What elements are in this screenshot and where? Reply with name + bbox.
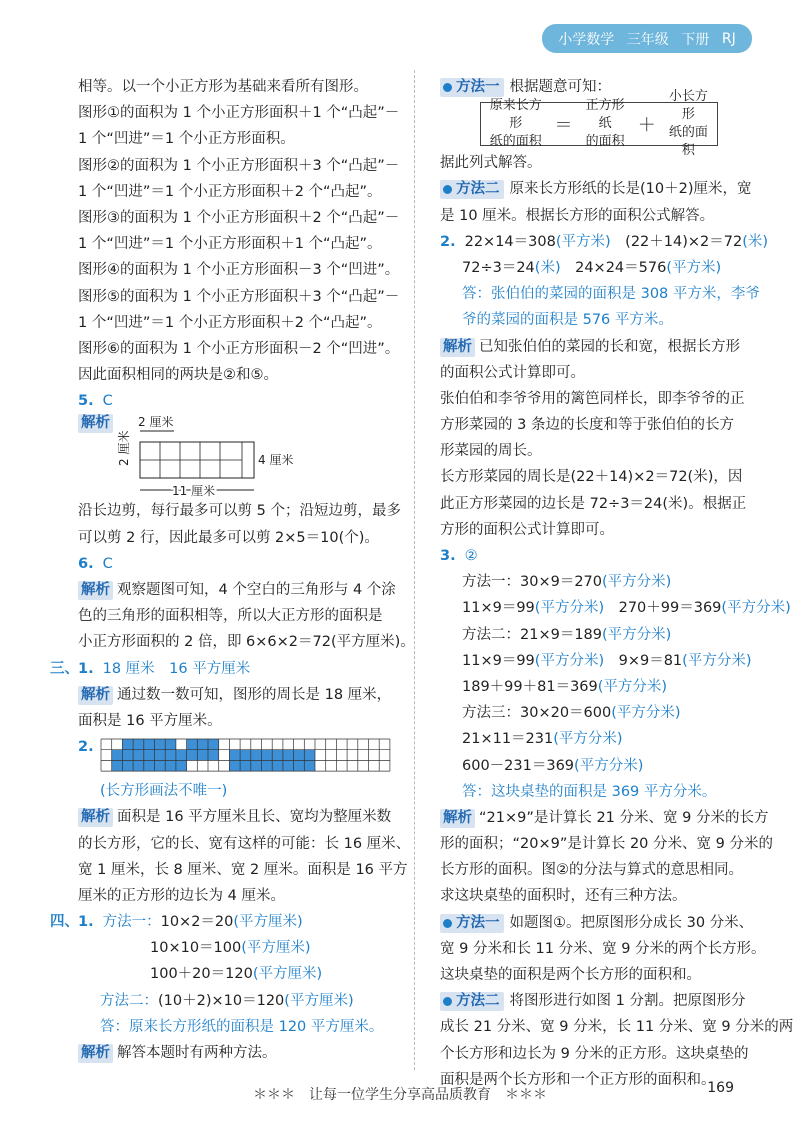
answer-line: 答：这块桌垫的面积是 369 平方分米。	[462, 783, 717, 800]
text-line: 图形①的面积为 1 个小正方形面积＋1 个“凸起”－	[78, 105, 400, 122]
text-line: 1 个“凹进”＝1 个小正方形面积＋1 个“凸起”。	[78, 236, 382, 253]
method-tag: 方法二	[440, 180, 504, 199]
text-line: 面积是 16 平方厘米。	[78, 712, 222, 729]
question-2	[440, 229, 769, 255]
question-number: 3.	[440, 548, 456, 564]
formula: 9×9＝81	[604, 652, 683, 669]
method-tag: 方法二	[440, 992, 504, 1011]
jiexi-tag: 解析	[440, 809, 475, 828]
answer-line: 爷的菜园的面积是 576 平方米。	[462, 312, 673, 329]
formula: 24×24＝576	[560, 259, 667, 276]
plus-sign: ＋	[637, 115, 656, 137]
text-line: 图形④的面积为 1 个小正方形面积－3 个“凹进”。	[78, 262, 400, 279]
question-6	[78, 551, 396, 577]
explain-text: 解答本题时有两种方法。	[117, 1045, 277, 1061]
formula: 100＋20＝120	[150, 966, 253, 983]
text-line	[78, 1040, 396, 1066]
text-line: 的面积公式计算即可。	[440, 364, 585, 381]
formula-line	[440, 622, 754, 648]
text-line	[440, 805, 769, 831]
unit: (平方分米)	[597, 678, 668, 695]
text-line: 的长方形，它的长、宽有这样的可能：长 16 厘米、	[78, 835, 411, 852]
answer-choice: C	[102, 555, 113, 572]
formula: 10×10＝100	[150, 940, 242, 957]
jiexi-tag: 解析	[78, 1044, 113, 1063]
unit: (平方分米)	[553, 731, 623, 748]
text-line: 宽 9 分米和长 11 分米、宽 9 分米的两个长方形。	[440, 940, 766, 957]
jiexi-tag: 解析	[78, 581, 113, 600]
q5-figure-row	[78, 414, 396, 498]
formula-line	[440, 569, 754, 595]
text-line	[78, 577, 396, 603]
text-line: 图形②的面积为 1 个小正方形面积＋3 个“凸起”－	[78, 157, 400, 174]
question-number: 2.	[78, 739, 94, 756]
rectangle-grid-drawing	[100, 736, 394, 778]
section-number: 四、	[50, 914, 79, 931]
formula: 21×11＝231	[462, 731, 554, 748]
formula: 11×9＝99	[462, 652, 535, 669]
unit: (平方分米)	[602, 626, 672, 643]
text-line: 相等。以一个小正方形为基础来看所有图形。	[78, 79, 368, 95]
explain-text: “21×9”是计算长 21 分米、宽 9 分米的长方	[479, 809, 769, 826]
unit: (平方米)	[555, 233, 611, 250]
formula: 方法二：21×9＝189	[462, 626, 603, 643]
unit: (米)	[534, 259, 561, 276]
text-line	[440, 334, 754, 360]
unit: (平方厘米)	[233, 914, 303, 931]
right-column	[440, 74, 794, 1093]
method-text: 根据题意可知：	[509, 79, 611, 95]
explain-text: 已知张伯伯的菜园的长和宽，根据长方形	[479, 338, 740, 355]
unit: (平方分米)	[721, 600, 791, 617]
eq-term-line: 纸的面积	[668, 125, 708, 159]
eq-term	[481, 97, 551, 151]
method-text: 如题图①。把原图形分成长 30 分米、	[509, 914, 754, 931]
question-number: 1.	[78, 914, 94, 931]
header-edition: RJ	[721, 30, 736, 47]
answer-line: 答：原来长方形纸的面积是 120 平方厘米。	[100, 1018, 384, 1035]
eq-term-line: 原来长方形	[489, 98, 542, 132]
header-subject: 小学数学	[558, 31, 615, 48]
formula: 189＋99＋81＝369	[462, 678, 598, 695]
formula-line	[78, 961, 396, 987]
jiexi-tag: 解析	[440, 338, 475, 357]
equals-sign: ＝	[554, 115, 573, 137]
text-line: 据此列式解答。	[440, 155, 542, 172]
question-number: 1.	[78, 660, 94, 677]
method-tag: 方法一	[440, 914, 504, 933]
question-number: 6.	[78, 555, 94, 572]
method-line	[440, 176, 754, 202]
text-line: 方形菜园的 3 条边的长度和等于张伯伯的长方	[440, 417, 734, 434]
formula: 600－231＝369	[462, 757, 575, 774]
text-line: 这块桌垫的面积是两个长方形的面积和。	[440, 967, 701, 983]
drawing-note: (长方形画法不唯一)	[100, 783, 228, 800]
dim-right-label: 4 厘米	[258, 453, 294, 468]
method-text: 将图形进行如图 1 分割。把原图形分	[509, 993, 746, 1010]
unit: (平方分米)	[574, 757, 644, 774]
column-divider	[414, 70, 415, 1070]
method-tag: 方法一	[440, 78, 504, 97]
text-line: 成长 21 分米、宽 9 分米，长 11 分米、宽 9 分米的两	[440, 1019, 794, 1036]
text-line: 小正方形面积的 2 倍，即 6×6×2＝72(平方厘米)。	[78, 634, 415, 651]
jiexi-tag: 解析	[78, 808, 113, 827]
formula-line	[440, 700, 754, 726]
eq-term-line: 正方形纸	[585, 98, 625, 132]
text-line: 1 个“凹进”＝1 个小正方形面积。	[78, 131, 295, 148]
formula-line	[78, 988, 396, 1014]
text-line: 求这块桌垫的面积时，还有三种方法。	[440, 888, 687, 905]
text-line: 1 个“凹进”＝1 个小正方形面积＋2 个“凸起”。	[78, 183, 382, 200]
text-line: 此正方形菜园的边长是 72÷3＝24(米)。根据正	[440, 495, 747, 512]
text-line: 1 个“凹进”＝1 个小正方形面积＋2 个“凸起”。	[78, 314, 382, 331]
explain-text: 观察题图可知，4 个空白的三角形与 4 个涂	[117, 582, 396, 598]
section-3-q1	[50, 656, 396, 682]
formula: 11×9＝99	[462, 600, 535, 617]
unit: (平方厘米)	[284, 992, 354, 1009]
question-5	[78, 388, 396, 414]
text-line	[78, 804, 396, 830]
eq-term	[577, 97, 634, 151]
formula-line	[440, 753, 754, 779]
formula: 270＋99＝369	[604, 600, 722, 617]
unit: (平方分米)	[602, 574, 672, 591]
formula-line	[440, 726, 754, 752]
text-line: 厘米的正方形的边长为 4 厘米。	[78, 887, 285, 904]
text-line: 色的三角形的面积相等，所以大正方形的面积是	[78, 608, 383, 625]
header-term: 下册	[681, 31, 710, 48]
section-number: 三、	[50, 660, 79, 677]
unit: (平方分米)	[682, 652, 752, 669]
formula: 10×2＝20	[160, 914, 234, 931]
jiexi-tag: 解析	[78, 686, 113, 705]
page-number: 169	[707, 1080, 734, 1096]
method-line	[440, 988, 754, 1014]
method-label: 方法一：	[102, 914, 161, 931]
formula: (22＋14)×2＝72	[610, 233, 743, 250]
text-line: 个长方形和边长为 9 分米的正方形。这块桌垫的	[440, 1045, 749, 1062]
eq-term-line: 纸的面积	[489, 134, 542, 150]
formula: 72÷3＝24	[462, 259, 535, 276]
eq-term	[660, 88, 717, 160]
formula: 方法一：30×9＝270	[462, 574, 603, 591]
dim-top-label: 2 厘米	[138, 415, 174, 430]
text-line: 方形的面积公式计算即可。	[440, 521, 614, 538]
header-grade: 三年级	[626, 31, 669, 48]
unit: (平方分米)	[534, 652, 605, 669]
answer-choice: ②	[464, 548, 478, 564]
eq-term-line: 小长方形	[668, 89, 708, 123]
formula-line	[440, 595, 791, 621]
dim-left-label: 2 厘米	[117, 430, 131, 467]
formula-line	[78, 935, 396, 961]
text-line: 面积是两个长方形和一个正方形的面积和。	[440, 1071, 716, 1088]
question-number: 2.	[440, 233, 456, 250]
text-line: 张伯伯和李爷爷用的篱笆同样长，即李爷爷的正	[440, 390, 745, 407]
unit: (平方厘米)	[252, 966, 323, 983]
formula: 22×14＝308	[464, 233, 556, 250]
question-number: 5.	[78, 393, 94, 410]
unit: (米)	[742, 233, 769, 250]
formula: 方法三：30×20＝600	[462, 705, 612, 722]
text-line: 沿长边剪，每行最多可以剪 5 个；沿短边剪，最多	[78, 503, 401, 520]
text-line: 宽 1 厘米，长 8 厘米、宽 2 厘米。面积是 16 平方	[78, 861, 408, 878]
text-line: 图形⑥的面积为 1 个小正方形面积－2 个“凹进”。	[78, 340, 400, 357]
jiexi-tag: 解析	[78, 414, 113, 433]
unit: (平方分米)	[534, 600, 605, 617]
dim-bottom-label: 11 厘米	[172, 484, 216, 499]
text-line: 图形③的面积为 1 个小正方形面积＋2 个“凸起”－	[78, 209, 400, 226]
text-line: 可以剪 2 行，因此最多可以剪 2×5＝10(个)。	[78, 529, 379, 546]
text-line: 长方形的面积。图②的分法与算式的意思相同。	[440, 862, 743, 879]
answer-choice: C	[102, 393, 113, 410]
text-line: 长方形菜园的周长是(22＋14)×2＝72(米)，因	[440, 469, 743, 486]
text-line: 是 10 厘米。根据长方形的面积公式解答。	[440, 207, 715, 224]
s3q2-grid-row	[78, 734, 396, 778]
text-line: 形的面积；“20×9”是计算长 20 分米、宽 9 分米的	[440, 836, 773, 853]
formula-line	[440, 648, 754, 674]
shaded-region	[122, 739, 175, 750]
eq-term-line: 的面积	[585, 134, 625, 150]
explain-text: 通过数一数可知，图形的周长是 18 厘米，	[117, 686, 392, 703]
answer-text: 18 厘米 16 平方厘米	[102, 660, 251, 677]
rectangle-cutting-diagram	[114, 414, 294, 499]
word-equation-box	[480, 89, 718, 159]
method-label: 方法二：	[100, 992, 158, 1009]
explain-text: 面积是 16 平方厘米且长、宽均为整厘米数	[117, 809, 392, 826]
header-banner	[542, 24, 752, 53]
unit: (平方米)	[666, 259, 722, 276]
formula-line	[440, 255, 754, 281]
section-4-q1	[50, 909, 396, 935]
question-3	[440, 543, 754, 569]
text-line: 形菜园的周长。	[440, 443, 542, 460]
answer-line: 答：张伯伯的菜园的面积是 308 平方米，李爷	[462, 286, 760, 303]
method-line	[440, 910, 754, 936]
formula: (10＋2)×10＝120	[158, 992, 285, 1009]
unit: (平方厘米)	[241, 940, 311, 957]
unit: (平方分米)	[611, 705, 681, 722]
footer-slogan: ＊＊＊ 让每一位学生分享高品质教育 ＊＊＊	[253, 1087, 547, 1103]
method-text: 原来长方形纸的长是(10＋2)厘米，宽	[509, 181, 752, 198]
text-line: 因此面积相同的两块是②和⑤。	[78, 367, 278, 384]
text-line: 图形⑤的面积为 1 个小正方形面积＋3 个“凸起”－	[78, 288, 400, 305]
text-line	[78, 682, 396, 708]
left-column	[50, 74, 415, 1066]
formula-line	[440, 674, 754, 700]
